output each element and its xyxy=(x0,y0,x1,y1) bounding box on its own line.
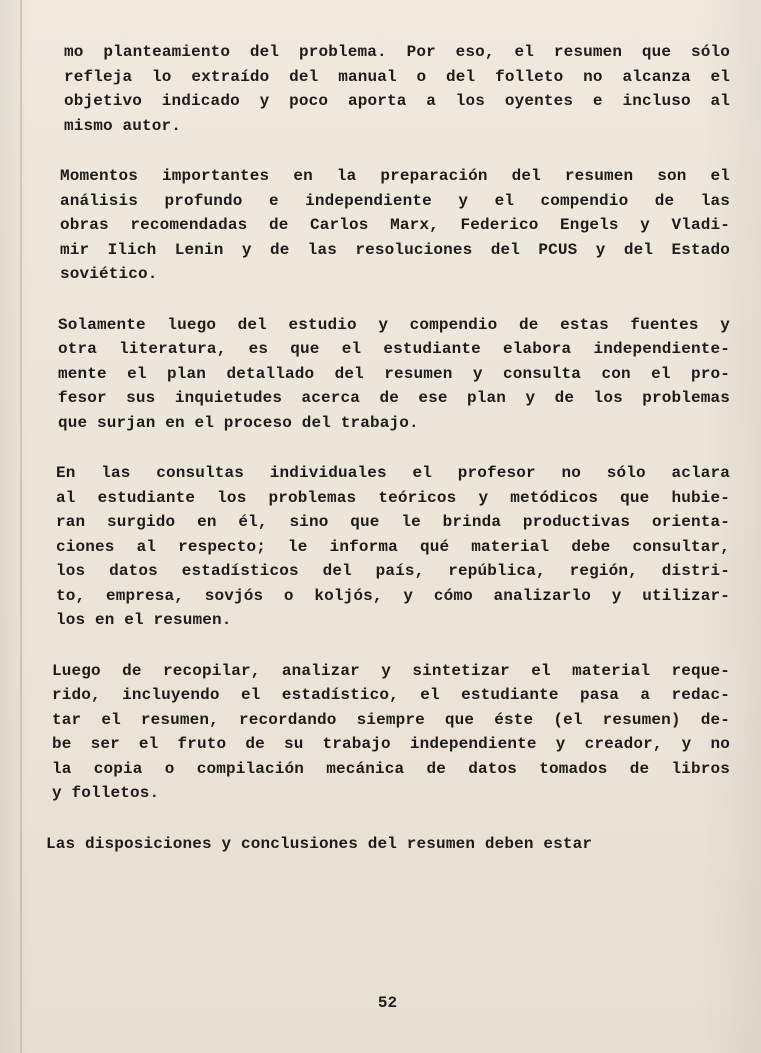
text-line: Las disposiciones y conclusiones del resumen deben estar xyxy=(46,834,593,853)
text-line: rido, incluyendo el estadístico, el estudiante pasa a redac- xyxy=(52,686,730,704)
text-line: En las consultas individuales el profesor no sólo aclara xyxy=(56,464,730,482)
text-line: los datos estadísticos del país, república, región, distri- xyxy=(56,562,730,580)
text-line: Luego de recopilar, analizar y sintetizar el material reque- xyxy=(52,661,730,680)
text-line: to, empresa, sovjós o koljós, y cómo analizarlo y utilizar- xyxy=(56,586,730,605)
text-line: ran surgido en él, sino que le brinda productivas orienta- xyxy=(56,513,730,531)
text-line: análisis profundo e independiente y el compendio de las xyxy=(60,191,730,210)
text-line: mismo autor. xyxy=(64,116,182,135)
text-line: mo planteamiento del problema. Por eso, el resumen que sólo xyxy=(64,43,730,61)
text-line: otra literatura, es que el estudiante elabora independiente- xyxy=(58,340,730,358)
paragraph-5 xyxy=(52,659,730,806)
text-line: la copia o compilación mecánica de datos tomados de libros xyxy=(52,759,730,778)
text-line: ciones al respecto; le informa qué material debe consultar, xyxy=(56,537,730,556)
text-line: Momentos importantes en la preparación del resumen son el xyxy=(60,167,730,185)
text-line: refleja lo extraído del manual o del folleto no alcanza el xyxy=(64,67,730,86)
text-line: mir Ilich Lenin y de las resoluciones del PCUS y del Estado xyxy=(60,240,730,259)
paragraph-4 xyxy=(56,461,730,633)
text-line: fesor sus inquietudes acerca de ese plan y de los problemas xyxy=(58,389,730,407)
paragraph-3 xyxy=(58,313,730,436)
paragraph-1 xyxy=(64,40,730,138)
text-line: al estudiante los problemas teóricos y metódicos que hubie- xyxy=(56,488,730,507)
text-line: soviético. xyxy=(60,265,158,283)
text-line: y folletos. xyxy=(52,784,160,802)
page-number: 52 xyxy=(377,994,398,1012)
text-line: los en el resumen. xyxy=(56,611,232,629)
text-line: mente el plan detallado del resumen y consulta con el pro- xyxy=(58,364,730,383)
text-line: tar el resumen, recordando siempre que éste (el resumen) de- xyxy=(52,710,730,729)
binding-edge xyxy=(20,0,22,1053)
text-line: Solamente luego del estudio y compendio de estas fuentes y xyxy=(58,315,730,334)
text-line: obras recomendadas de Carlos Marx, Federico Engels y Vladi- xyxy=(60,216,730,234)
text-body xyxy=(46,40,730,882)
text-line: objetivo indicado y poco aporta a los oyentes e incluso al xyxy=(64,92,730,110)
text-line: que surjan en el proceso del trabajo. xyxy=(58,413,419,432)
paragraph-6 xyxy=(46,832,730,857)
paragraph-2 xyxy=(60,164,730,287)
text-line: be ser el fruto de su trabajo independiente y creador, y no xyxy=(52,735,730,753)
